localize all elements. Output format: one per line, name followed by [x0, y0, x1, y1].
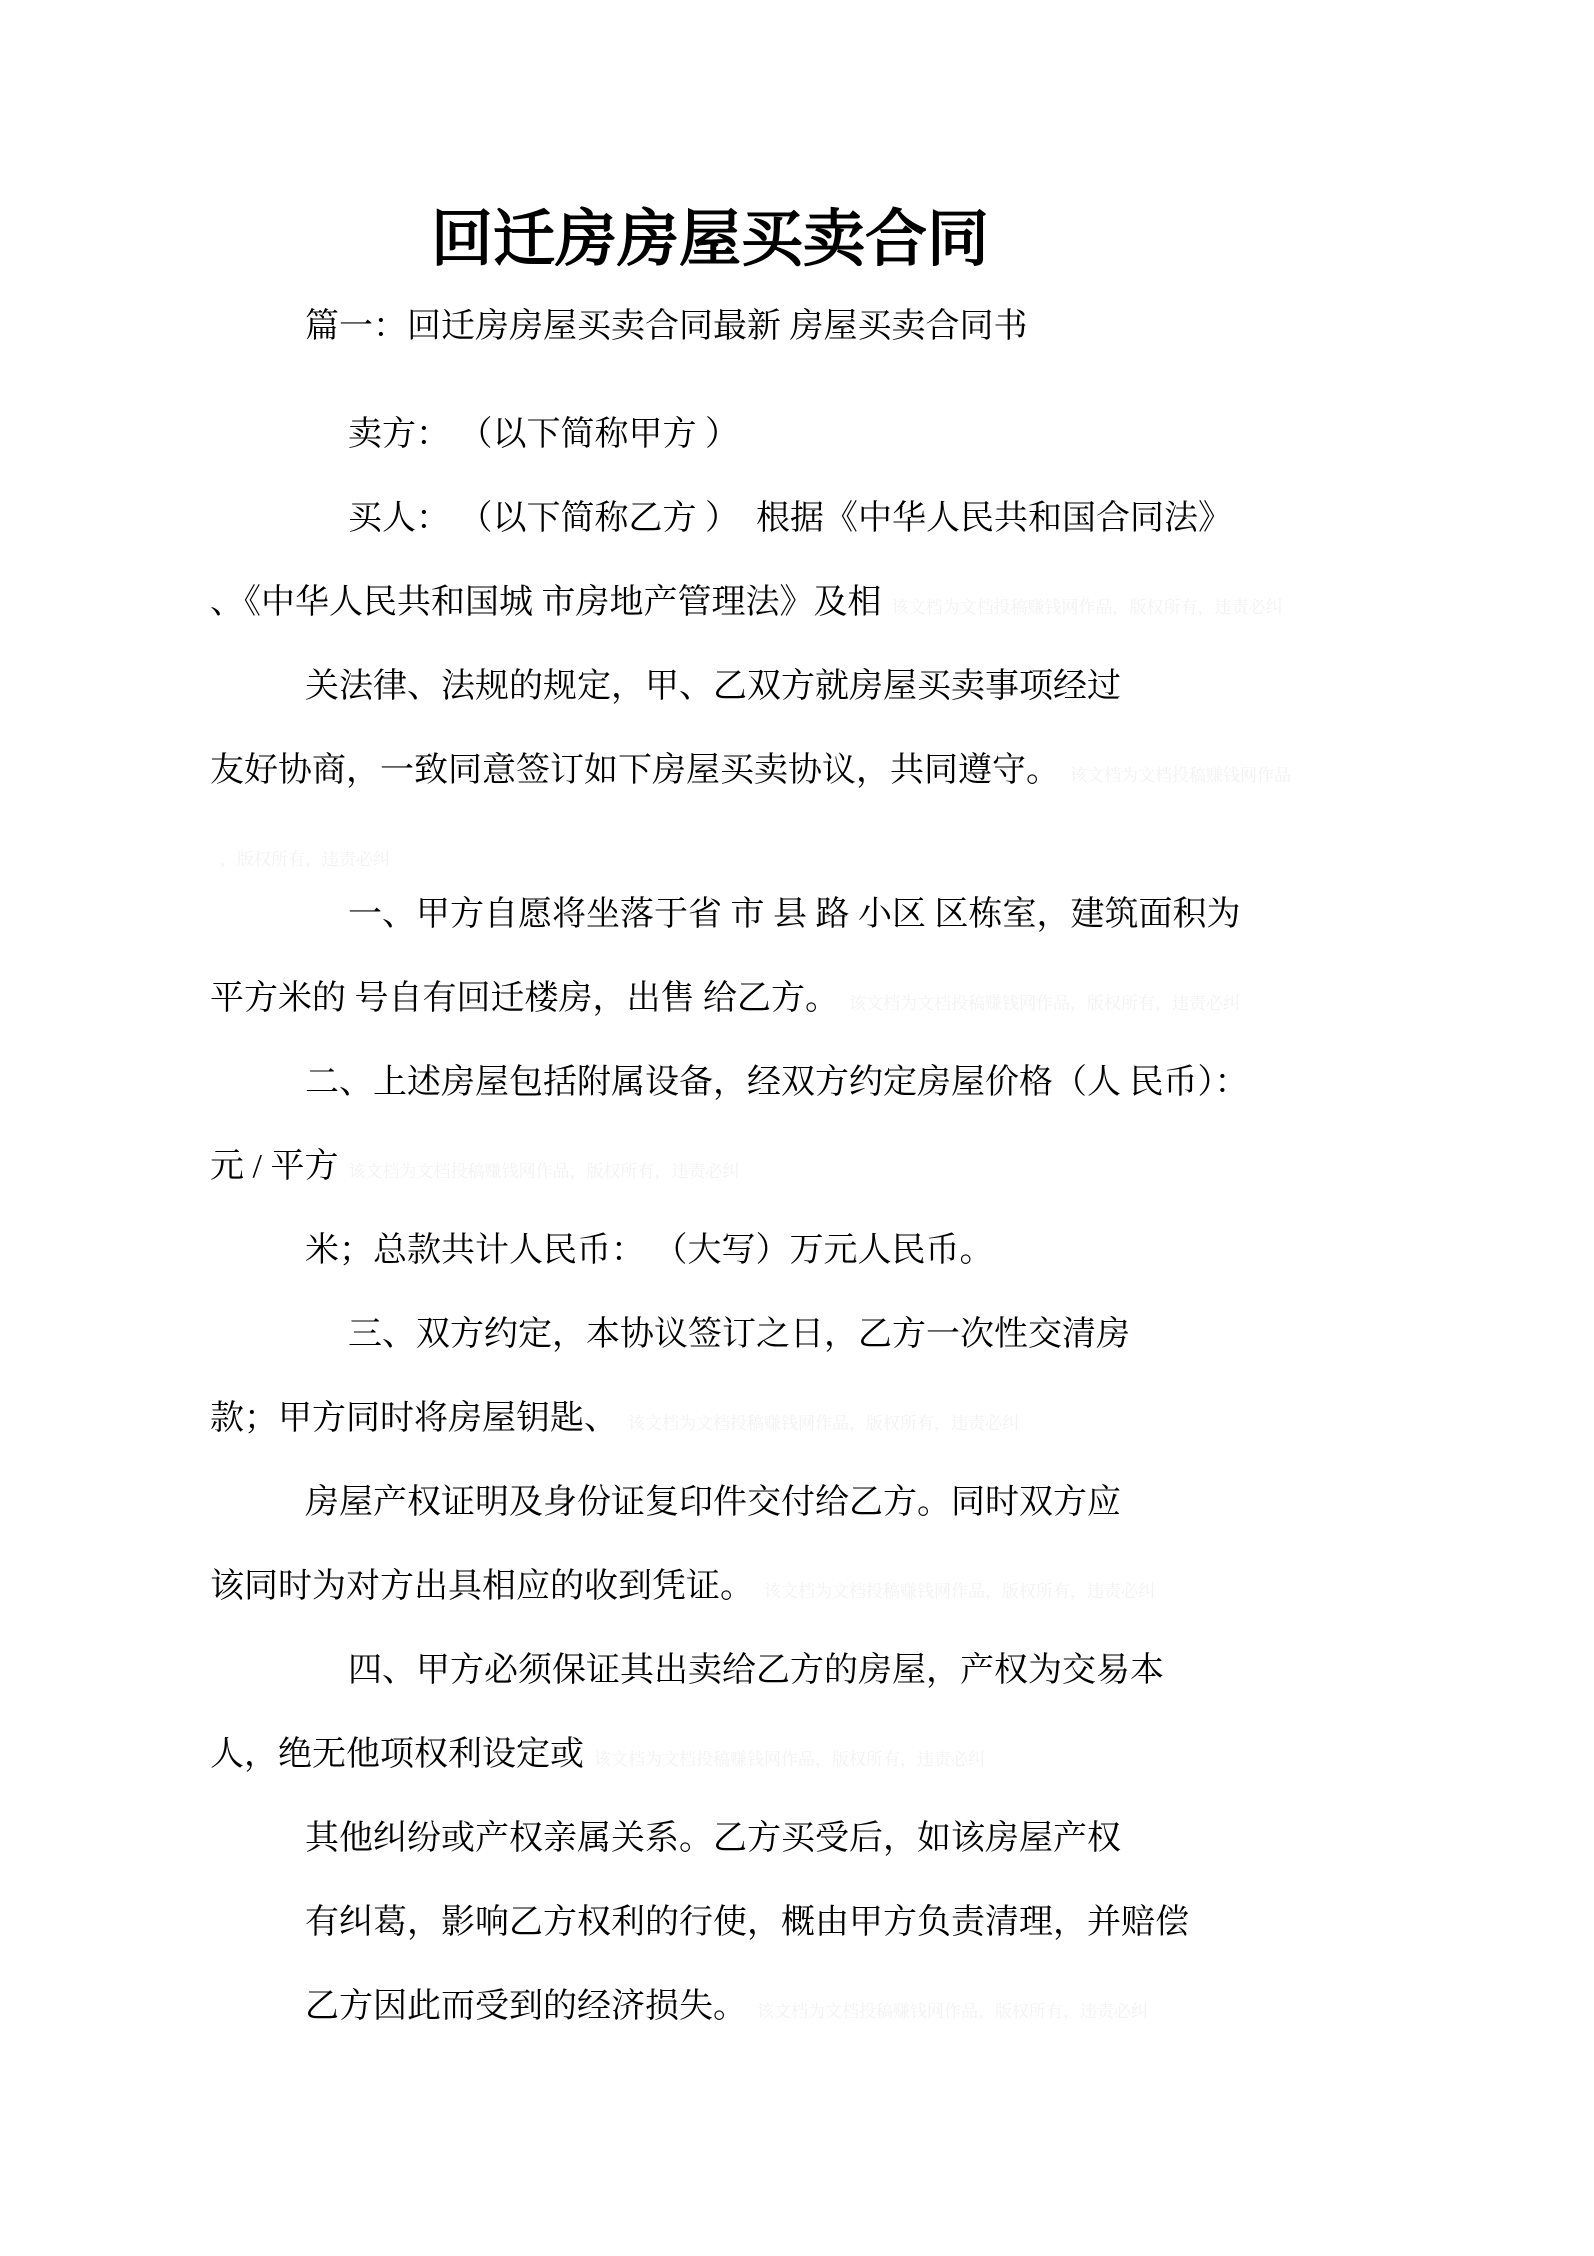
text-line: [0, 893, 1594, 977]
document-title: 回迁房房屋买卖合同: [430, 202, 989, 275]
text-line: [0, 977, 1594, 1061]
line-text: 三、双方约定，本协议签订之日，乙方一次性交清房: [348, 1316, 1130, 1353]
watermark-text: 该文档为文档投稿赚钱网作品，版权所有，违责必纠: [764, 1582, 1155, 1601]
text-line: [0, 1649, 1594, 1733]
text-line: [0, 1985, 1594, 2069]
line-text: 、《中华人民共和国城 市房地产管理法》及相: [210, 584, 882, 621]
line-text: 有纠葛，影响乙方权利的行使，概由甲方负责清理，并赔偿: [305, 1904, 1189, 1941]
text-line: [0, 665, 1594, 749]
text-line: [0, 1901, 1594, 1985]
line-text: 关法律、法规的规定，甲、乙双方就房屋买卖事项经过: [305, 668, 1121, 705]
text-line: [0, 749, 1594, 833]
line-text: 款；甲方同时将房屋钥匙、: [210, 1400, 618, 1437]
text-line: [0, 1481, 1594, 1565]
line-text: 一、甲方自愿将坐落于省 市 县 路 小区 区栋室，建筑面积为: [348, 896, 1241, 933]
line-text: 卖方： （以下简称甲方 ）: [348, 416, 739, 453]
line-text: 买人： （以下简称乙方 ） 根据《中华人民共和国合同法》: [348, 500, 1232, 537]
text-line: [0, 1313, 1594, 1397]
text-line: [0, 1145, 1594, 1229]
watermark-text: 该文档为文档投稿赚钱网作品，版权所有，违责必纠: [348, 1162, 740, 1181]
text-line: [0, 497, 1594, 581]
text-line: [0, 305, 1594, 389]
watermark-line: [0, 833, 1594, 893]
line-text: 篇一：回迁房房屋买卖合同最新 房屋买卖合同书: [305, 308, 1028, 345]
line-text: 人，绝无他项权利设定或: [210, 1736, 584, 1773]
document-body: [0, 305, 1594, 2069]
line-text: 米；总款共计人民币： （大写）万元人民币。: [305, 1232, 994, 1269]
line-text: 元 / 平方: [210, 1148, 339, 1185]
watermark-text: 该文档为文档投稿赚钱网作品，版权所有，违责必纠: [594, 1750, 985, 1769]
watermark-text: 该文档为文档投稿赚钱网作品，版权所有，违责必纠: [891, 598, 1283, 617]
text-line: [0, 1733, 1594, 1817]
text-line: [0, 1565, 1594, 1649]
watermark-text: 该文档为文档投稿赚钱网作品，版权所有，违责必纠: [628, 1414, 1019, 1433]
watermark-text: ，版权所有，违责必纠: [220, 850, 390, 869]
text-line: [0, 1229, 1594, 1313]
text-line: [0, 581, 1594, 665]
watermark-text: 该文档为文档投稿赚钱网作品: [1070, 766, 1291, 785]
line-text: 四、甲方必须保证其出卖给乙方的房屋，产权为交易本: [348, 1652, 1164, 1689]
text-line: [0, 1061, 1594, 1145]
line-text: 乙方因此而受到的经济损失。: [305, 1988, 747, 2025]
line-text: 房屋产权证明及身份证复印件交付给乙方。同时双方应: [305, 1484, 1121, 1521]
line-text: 友好协商，一致同意签订如下房屋买卖协议，共同遵守。: [210, 752, 1060, 789]
line-text: 其他纠纷或产权亲属关系。乙方买受后，如该房屋产权: [305, 1820, 1121, 1857]
line-text: 平方米的 号自有回迁楼房，出售 给乙方。: [210, 980, 839, 1017]
text-line: [0, 413, 1594, 497]
line-text: 二、上述房屋包括附属设备，经双方约定房屋价格（人 民币）：: [305, 1064, 1249, 1101]
line-text: 该同时为对方出具相应的收到凭证。: [210, 1568, 754, 1605]
text-line: [0, 1817, 1594, 1901]
watermark-text: 该文档为文档投稿赚钱网作品，版权所有，违责必纠: [757, 2002, 1148, 2021]
text-line: [0, 1397, 1594, 1481]
watermark-text: 该文档为文档投稿赚钱网作品，版权所有，违责必纠: [849, 994, 1240, 1013]
